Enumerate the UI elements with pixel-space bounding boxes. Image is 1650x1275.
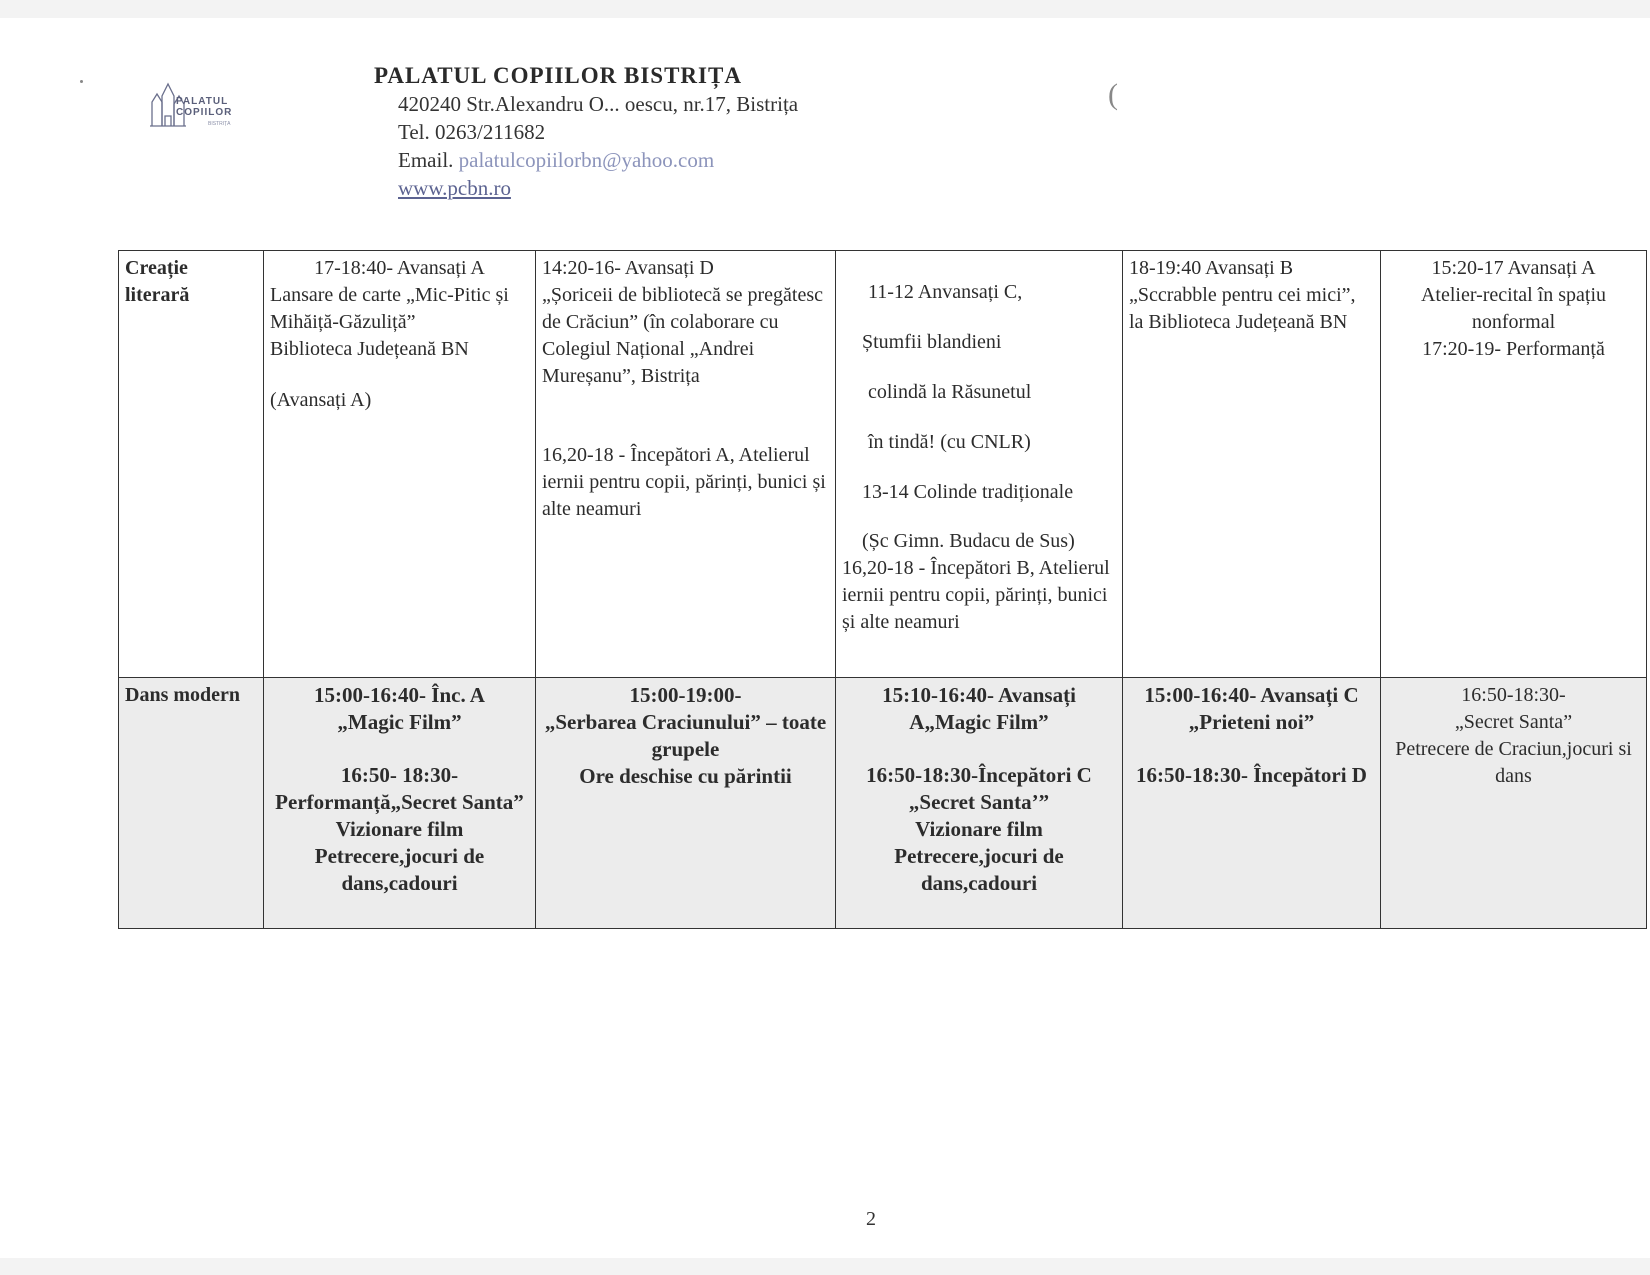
logo-wordmark (176, 96, 232, 118)
activity-cell (1123, 251, 1381, 678)
document-page (0, 18, 1650, 1258)
schedule-table (118, 250, 1647, 929)
activity-cell (536, 678, 836, 929)
institution-name: PALATUL COPIILOR BISTRIȚA (374, 63, 742, 88)
activity-line: colindă la Răsunetul (868, 381, 1032, 403)
activity-cell (1381, 678, 1647, 929)
email-label: Email. (398, 148, 454, 172)
email-line (374, 146, 798, 174)
activity-cell (1123, 678, 1381, 929)
activity-line: Petrecere de Craciun,jocuri si dans (1395, 738, 1632, 787)
activity-line: 16,20-18 - Începători A, Atelierul iernii pentru copii, părinți, bunici și alte neamuri (542, 444, 826, 520)
activity-line: în tindă! (cu CNLR) (868, 431, 1031, 453)
activity-line: Atelier-recital în spațiu nonformal (1420, 284, 1607, 333)
subject-label: Creație literară (125, 257, 190, 306)
activity-line: 13-14 Colinde tradiționale (862, 481, 1074, 503)
table-row-creatie-literara (119, 251, 1647, 678)
activity-line: 11-12 Anvansați C, (868, 281, 1023, 303)
website-line (374, 174, 798, 202)
activity-cell (836, 251, 1123, 678)
subject-label: Dans modern (125, 684, 241, 706)
activity-line: „Serbarea Craciunului” – toate grupele (544, 710, 827, 761)
subject-cell (119, 251, 264, 678)
email-link[interactable]: palatulcopiilorbn@yahoo.com (458, 148, 715, 172)
activity-line: 15:10-16:40- Avansați A„Magic Film” (882, 683, 1076, 734)
address-line: 420240 Str.Alexandru O... oescu, nr.17, Bistrița (398, 92, 799, 116)
phone-line: Tel. 0263/211682 (398, 120, 546, 144)
activity-line: Vizionare film (915, 817, 1043, 841)
activity-line: 16:50-18:30- Începători D (1136, 763, 1367, 787)
activity-line: 16:50-18:30- (1461, 684, 1566, 706)
letterhead (374, 62, 798, 202)
table-row-dans-modern (119, 678, 1647, 929)
activity-line: (Avansați A) (270, 389, 372, 411)
logo-city: BISTRIȚA (208, 121, 231, 127)
activity-line: „Secret Santa” (1454, 711, 1573, 733)
scan-speck (80, 80, 83, 83)
activity-line: 16:50-18:30-Începători C „Secret Santa’” (866, 763, 1092, 814)
logo-word-copiilor: COPIILOR (176, 107, 233, 118)
activity-line: 15:00-19:00- (629, 683, 742, 707)
subject-cell (119, 678, 264, 929)
activity-line: (Șc Gimn. Budacu de Sus) (862, 530, 1075, 552)
activity-cell (1381, 251, 1647, 678)
activity-cell (536, 251, 836, 678)
activity-line: 15:20-17 Avansați A (1431, 257, 1596, 279)
logo-word-palatul: PALATUL (176, 96, 229, 107)
activity-line: 14:20-16- Avansați D (542, 257, 714, 279)
activity-line: 16,20-18 - Începători B, Atelierul iernii pentru copii, părinți, bunici și alte neamuri (842, 557, 1110, 633)
activity-cell (836, 678, 1123, 929)
activity-line: Vizionare film (335, 817, 464, 841)
palatul-copiilor-logo (148, 76, 268, 146)
activity-line: Ștumfii blandieni (862, 331, 1002, 353)
activity-line: „Sccrabble pentru cei mici”, la Biblioteca Județeană BN (1129, 284, 1356, 333)
activity-line: Ore deschise cu părintii (579, 764, 792, 788)
activity-cell (264, 678, 536, 929)
activity-line: 17-18:40- Avansați A (314, 257, 485, 279)
activity-line: Petrecere,jocuri de dans,cadouri (314, 844, 485, 895)
activity-line: Lansare de carte „Mic-Pitic și Mihăiță-Găzuliță” (270, 284, 509, 333)
activity-line: 18-19:40 Avansați B (1129, 257, 1294, 279)
activity-line: „Magic Film” (337, 710, 462, 734)
activity-line: Biblioteca Județeană BN (270, 338, 469, 360)
activity-line: 17:20-19- Performanță (1422, 338, 1605, 360)
activity-line: 15:00-16:40- Avansați C (1144, 683, 1359, 707)
activity-line: 15:00-16:40- Înc. A (314, 683, 485, 707)
activity-line: Petrecere,jocuri de dans,cadouri (894, 844, 1064, 895)
page-number: 2 (866, 1208, 876, 1230)
scan-mark: ( (1108, 78, 1118, 111)
activity-line: 16:50- 18:30- Performanță„Secret Santa” (275, 763, 524, 814)
activity-cell (264, 251, 536, 678)
website-link[interactable]: www.pcbn.ro (398, 176, 511, 200)
activity-line: „Prieteni noi” (1188, 710, 1315, 734)
activity-line: „Șoriceii de bibliotecă se pregătesc de Crăciun” (în colaborare cu Colegiul Național „Andrei Mureșanu”, Bistrița (542, 284, 823, 387)
